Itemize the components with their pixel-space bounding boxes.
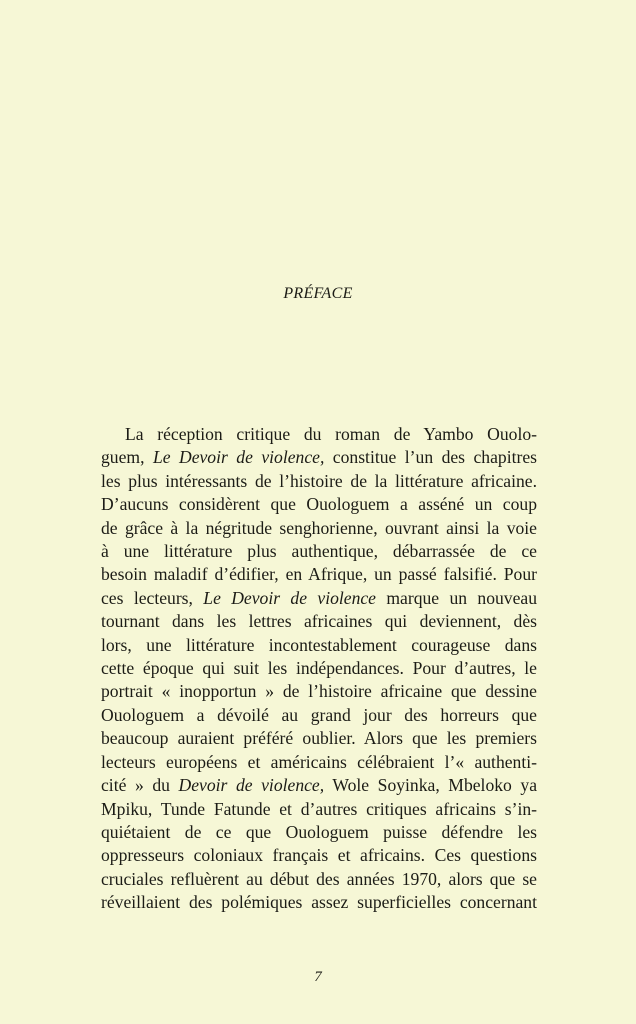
text-segment: D’aucuns considèrent que Ouologuem a asséné un coup [101,494,537,515]
text-segment: constitue l’un des chapitres [324,447,537,468]
text-segment: tournant dans les lettres africaines qui deviennent, dès [101,611,537,632]
text-line [101,844,537,867]
text-line [101,470,537,493]
text-line [101,821,537,844]
text-segment: lecteurs européens et américains célébraient l’« authenti- [101,751,537,772]
text-segment: La réception critique du roman de Yambo Ouolo- [125,424,537,444]
text-line [101,891,537,914]
text-line [101,751,537,774]
text-segment: Mpiku, Tunde Fatunde et d’autres critiques africains s’in- [101,798,537,819]
text-segment: Wole Soyinka, Mbeloko ya [324,775,538,796]
italic-title: Devoir de violence, [178,775,325,796]
page-number: 7 [314,969,322,985]
text-segment: cité » du [101,775,179,796]
body-paragraph [101,423,537,915]
text-segment: Ouologuem a dévoilé au grand jour des horreurs que [101,704,537,725]
text-line [101,657,537,680]
text-line [101,493,537,516]
text-segment: quiétaient de ce que Ouologuem puisse défendre les [101,821,537,842]
text-segment: besoin maladif d’édifier, en Afrique, un passé falsifié. Pour [101,564,537,585]
text-line [101,540,537,563]
text-line [101,704,537,727]
text-line [101,727,537,750]
text-line [101,610,537,633]
text-line [101,634,537,657]
text-segment: à une littérature plus authentique, débarrassée de ce [101,541,537,562]
text-segment: les plus intéressants de l’histoire de la littérature africaine. [101,470,537,491]
text-segment: cruciales refluèrent au début des années 1970, alors que se [101,868,537,889]
text-segment: réveillaient des polémiques assez superficielles concernant [101,892,537,913]
chapter-heading: PRÉFACE [283,285,353,302]
text-segment: guem, [101,447,153,468]
text-line [101,563,537,586]
text-line [101,517,537,540]
text-segment: beaucoup auraient préféré oublier. Alors que les premiers [101,728,537,749]
text-segment: cette époque qui suit les indépendances. Pour d’autres, le [101,658,537,679]
text-segment: marque un nouveau [376,587,538,608]
text-line [101,680,537,703]
text-segment: oppresseurs coloniaux français et africains. Ces questions [101,845,537,866]
italic-title: Le Devoir de violence [203,587,376,608]
text-segment: portrait « inopportun » de l’histoire africaine que dessine [101,681,537,702]
text-line [101,868,537,891]
text-line [101,446,537,469]
text-line [101,774,537,797]
text-segment: lors, une littérature incontestablement courageuse dans [101,634,537,655]
text-line [101,423,537,446]
text-segment: de grâce à la négritude senghorienne, ouvrant ainsi la voie [101,517,537,538]
italic-title: Le Devoir de violence, [152,447,325,468]
text-line [101,798,537,821]
text-line [101,587,537,610]
text-segment: ces lecteurs, [101,587,204,608]
